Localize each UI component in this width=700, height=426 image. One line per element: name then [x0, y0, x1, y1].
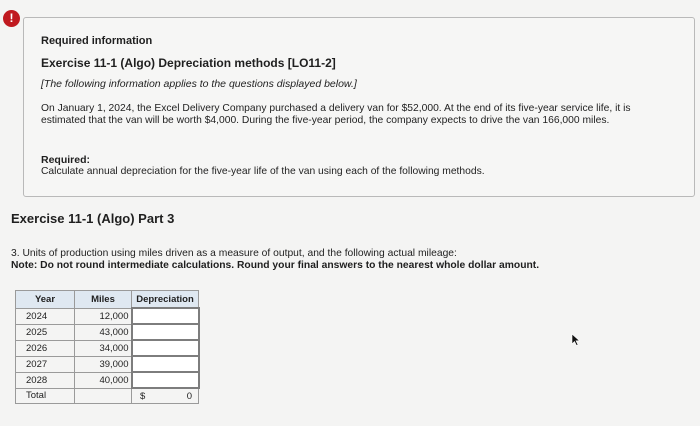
year-cell: 2028	[16, 372, 75, 388]
year-cell: 2026	[16, 340, 75, 356]
miles-cell: 34,000	[75, 340, 132, 356]
total-depreciation-cell	[132, 388, 199, 404]
miles-column-header: Miles	[75, 291, 132, 309]
required-text: Calculate annual depreciation for the five-year life of the van using each of the following methods.	[41, 166, 485, 177]
applies-note: [The following information applies to the questions displayed below.]	[41, 78, 357, 90]
instruction-note: Note: Do not round intermediate calculations. Round your final answers to the nearest whole dollar amount.	[11, 260, 540, 271]
table-row	[16, 324, 199, 340]
depreciation-input-cell[interactable]	[132, 372, 199, 388]
year-cell: 2024	[16, 308, 75, 324]
depreciation-input-2025[interactable]	[133, 325, 202, 339]
depreciation-input-cell[interactable]	[132, 324, 199, 340]
exercise-title: Exercise 11-1 (Algo) Depreciation methods [LO11-2]	[41, 56, 336, 70]
total-row	[16, 388, 199, 404]
miles-cell: 43,000	[75, 324, 132, 340]
depreciation-input-2028[interactable]	[133, 373, 202, 387]
miles-cell: 40,000	[75, 372, 132, 388]
table-row	[16, 372, 199, 388]
required-information-heading: Required information	[41, 35, 153, 47]
miles-cell: 12,000	[75, 308, 132, 324]
depreciation-input-cell[interactable]	[132, 356, 199, 372]
table-row	[16, 356, 199, 372]
question-text: 3. Units of production using miles driven as a measure of output, and the following actual mileage:	[11, 248, 457, 259]
depreciation-input-cell[interactable]	[132, 340, 199, 356]
depreciation-input-cell[interactable]	[132, 308, 199, 324]
table-row	[16, 340, 199, 356]
alert-icon: !	[3, 10, 20, 27]
depreciation-input-2027[interactable]	[133, 357, 202, 371]
table-header-row	[16, 291, 199, 309]
required-label: Required:	[41, 154, 91, 166]
part-title: Exercise 11-1 (Algo) Part 3	[11, 211, 175, 226]
year-cell: 2025	[16, 324, 75, 340]
depreciation-table	[15, 290, 200, 404]
mouse-pointer-icon	[571, 333, 581, 346]
total-currency-symbol: $	[140, 390, 146, 402]
table-row	[16, 308, 199, 324]
depreciation-column-header: Depreciation	[132, 291, 199, 309]
year-cell: 2027	[16, 356, 75, 372]
miles-cell: 39,000	[75, 356, 132, 372]
depreciation-input-2026[interactable]	[133, 341, 202, 355]
total-miles-cell	[75, 388, 132, 404]
scenario-text: On January 1, 2024, the Excel Delivery Company purchased a delivery van for $52,000. At the end of its five-year service life, it is estimated that the van will be worth $4,000. During the five-year period, the company expects to drive the van 166,000 miles.	[41, 103, 631, 126]
total-label: Total	[16, 388, 75, 404]
year-column-header: Year	[16, 291, 75, 309]
depreciation-input-2024[interactable]	[133, 309, 202, 323]
total-depreciation-value: 0	[186, 390, 192, 402]
required-information-panel	[23, 17, 695, 197]
